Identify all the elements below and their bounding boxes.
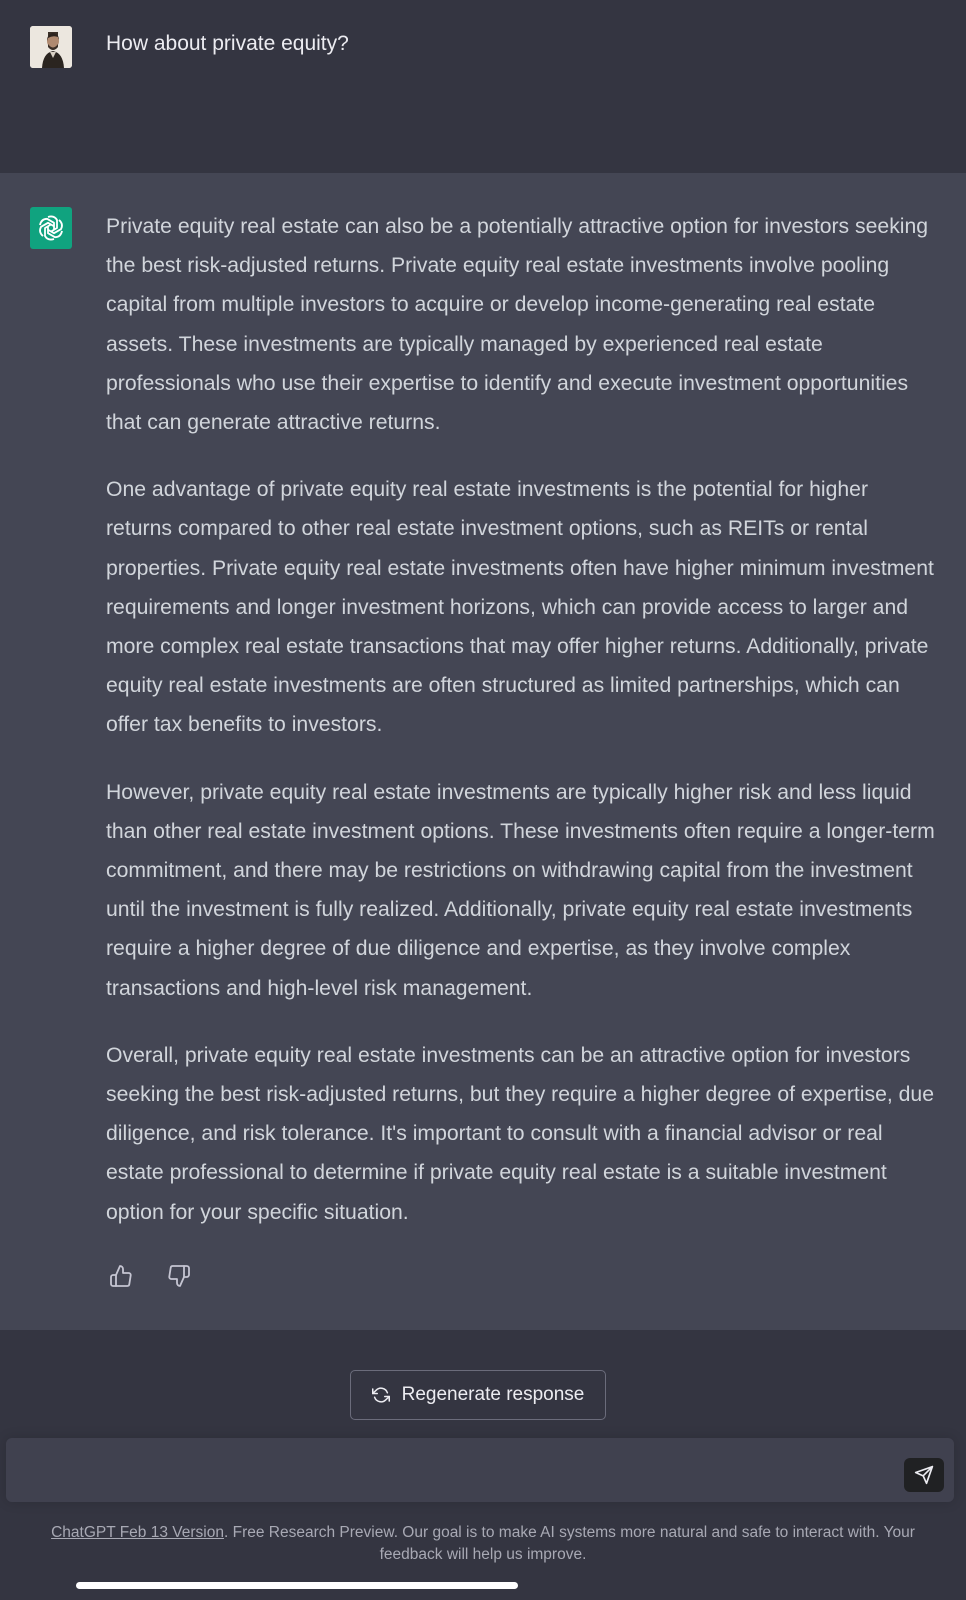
answer-paragraph: However, private equity real estate investments are typically higher risk and less liquid than other real estate investment options. These investments often require a longer-term commitment, and there may be restrictions on withdrawing capital from the investment until the investment is fully realized. Additionally, private equity real estate investments require a higher degree of due diligence and expertise, as they involve complex transactions and high-level risk management. [106, 780, 935, 1000]
user-avatar [30, 26, 72, 68]
assistant-message-text [106, 207, 936, 1260]
assistant-message-row [0, 173, 966, 1330]
composer-area [0, 1330, 966, 1600]
answer-paragraph: Overall, private equity real estate investments can be an attractive option for investors seeking the best risk-adjusted returns, but they require a higher degree of expertise, due diligence, and risk tolerance. It's important to consult with a financial advisor or real estate professional to determine if private equity real estate is a suitable investment option for your specific situation. [106, 1043, 934, 1224]
footer-disclaimer [20, 1522, 946, 1566]
version-link[interactable]: ChatGPT Feb 13 Version [51, 1524, 224, 1541]
message-input-box [6, 1438, 954, 1502]
user-message-text: How about private equity? [106, 32, 349, 55]
regenerate-label: Regenerate response [401, 1384, 585, 1405]
home-indicator [76, 1582, 518, 1589]
refresh-icon [372, 1386, 390, 1404]
user-avatar-image [30, 26, 72, 68]
footer-text: . Free Research Preview. Our goal is to make AI systems more natural and safe to interact with. Your feedback will help us improve. [223, 1524, 915, 1563]
send-icon [914, 1465, 934, 1485]
answer-paragraph: One advantage of private equity real estate investments is the potential for higher returns compared to other real estate investment options, such as REITs or rental properties. Private equity real estate investments often have higher minimum investment requirements and longer investment horizons, which can provide access to larger and more complex real estate transactions that may offer higher returns. Additionally, private equity real estate investments are often structured as limited partnerships, which can offer tax benefits to investors. [106, 478, 934, 737]
regenerate-response-button[interactable] [350, 1370, 606, 1420]
message-input[interactable] [24, 1456, 888, 1490]
thumbs-up-button[interactable] [108, 1263, 134, 1289]
thumbs-down-button[interactable] [166, 1263, 192, 1289]
openai-logo-icon [30, 207, 72, 249]
feedback-controls [108, 1263, 192, 1289]
answer-paragraph: Private equity real estate can also be a potentially attractive option for investors seeking the best risk-adjusted returns. Private equity real estate investments involve pooling capital from multiple investors to acquire or develop income-generating real estate assets. These investments are typically managed by experienced real estate professionals who use their expertise to identify and execute investment opportunities that can generate attractive returns. [106, 215, 929, 435]
thumbs-down-icon [167, 1264, 191, 1288]
send-button[interactable] [904, 1458, 944, 1492]
user-message-row [0, 0, 966, 173]
thumbs-up-icon [109, 1264, 133, 1288]
